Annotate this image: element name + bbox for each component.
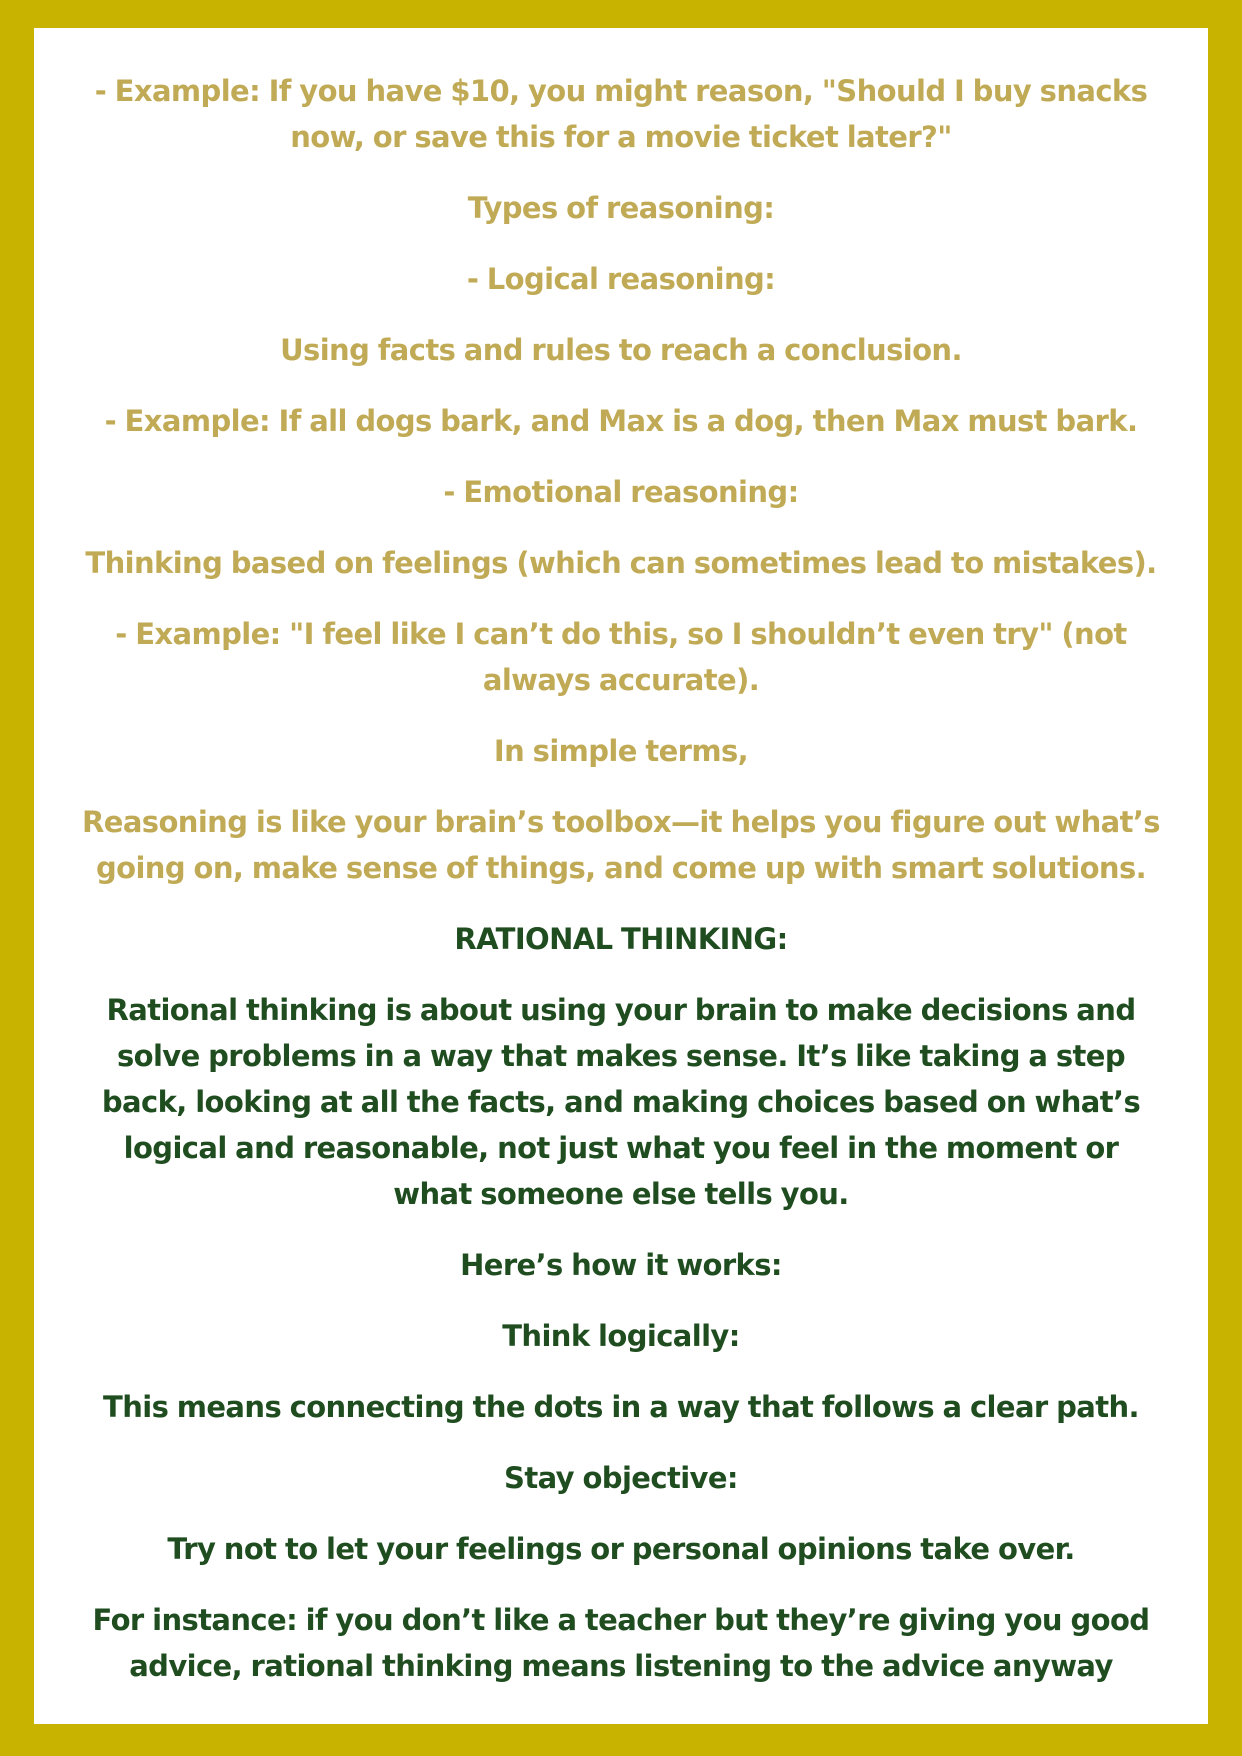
example-money-text: - Example: If you have $10, you might reason, "Should I buy snacks now, or save this for a movie ticket later?" (94, 74, 1148, 154)
think-logically-description: This means connecting the dots in a way that follows a clear path. (103, 1390, 1139, 1424)
how-it-works-heading: Here’s how it works: (460, 1248, 782, 1282)
logical-reasoning-heading: - Logical reasoning: (466, 262, 776, 296)
reasoning-summary: Reasoning is like your brain’s toolbox—it helps you figure out what’s going on, make sense of things, and come up with smart solutions. (82, 805, 1160, 885)
emotional-reasoning-heading: - Emotional reasoning: (443, 475, 799, 509)
rational-thinking-heading: RATIONAL THINKING: (454, 922, 788, 956)
for-instance-text: For instance: if you don’t like a teacher but they’re giving you good advice, rational thinking means listening to the advice anyway (92, 1603, 1150, 1683)
emotional-reasoning-example: - Example: "I feel like I can’t do this, so I shouldn’t even try" (not always accurate). (115, 617, 1127, 697)
stay-objective-heading: Stay objective: (504, 1461, 738, 1495)
emotional-reasoning-description: Thinking based on feelings (which can sometimes lead to mistakes). (85, 546, 1157, 580)
logical-reasoning-description: Using facts and rules to reach a conclusion. (280, 333, 962, 367)
stay-objective-description: Try not to let your feelings or personal opinions take over. (167, 1532, 1075, 1566)
types-of-reasoning-heading: Types of reasoning: (467, 191, 775, 225)
simple-terms-text: In simple terms, (493, 734, 749, 768)
rational-thinking-intro: Rational thinking is about using your brain to make decisions and solve problems in a way that makes sense. It’s like taking a step back, looking at all the facts, and making choices based on what’s logical and reasonable, not just what you feel in the moment or what someone else tells you. (101, 993, 1141, 1211)
logical-reasoning-example: - Example: If all dogs bark, and Max is a dog, then Max must bark. (104, 404, 1138, 438)
think-logically-heading: Think logically: (502, 1319, 740, 1353)
document-page (34, 28, 1208, 1724)
